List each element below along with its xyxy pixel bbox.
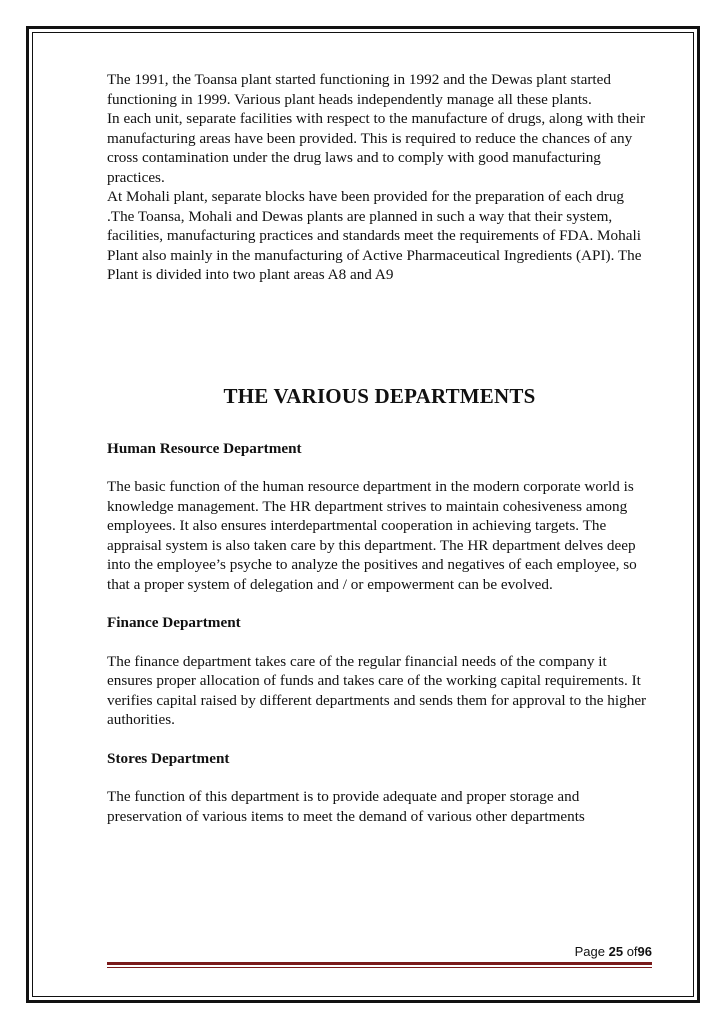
intro-paragraph-1: The 1991, the Toansa plant started functioning in 1992 and the Dewas plant started functioning in 1999. Various plant heads independently manage all these plants. [107, 71, 611, 108]
department-heading-hr: Human Resource Department [107, 439, 302, 457]
intro-paragraph-3: At Mohali plant, separate blocks have been provided for the preparation of each drug .The Toansa, Mohali and Dewas plants are planned in such a way that their system, facilities, manufacturing practices and standards meet the requirements of FDA. Mohali Plant also mainly in the manufacturing of Active Pharmaceutical Ingredients (API). The Plant is divided into two plant areas A8 and A9 [107, 188, 642, 283]
page-number: 25 [608, 944, 624, 959]
section-title: THE VARIOUS DEPARTMENTS [223, 383, 536, 408]
department-body-hr: The basic function of the human resource department in the modern corporate world is knowledge management. The HR department strives to maintain cohesiveness among employees. It also ensures interdepartmental cooperation in achieving targets. The appraisal system is also taken care by this department. The HR department delves deep into the employee’s psyche to analyze the positives and negatives of each employee, so that a proper system of delegation and / or empowerment can be evolved. [107, 478, 637, 593]
total-pages: 96 [637, 944, 652, 959]
department-body-stores: The function of this department is to provide adequate and proper storage and preservation of various items to meet the demand of various other departments [107, 788, 585, 825]
department-heading-stores: Stores Department [107, 749, 230, 767]
department-body-finance: The finance department takes care of the regular financial needs of the company it ensures proper allocation of funds and takes care of the working capital requirements. It verifies capital raised by different departments and sends them for approval to the higher authorities. [107, 652, 647, 728]
department-heading-finance: Finance Department [107, 614, 241, 631]
blank-space [107, 285, 652, 363]
page-label: Page [574, 944, 605, 959]
page-content [107, 70, 652, 845]
footer-rule-thick [107, 962, 652, 965]
page-footer [107, 944, 652, 959]
intro-paragraph-2: In each unit, separate facilities with respect to the manufacture of drugs, along with their manufacturing areas have been provided. This is required to reduce the chances of any cross contamination under the drug laws and to comply with good manufacturing practices. [107, 110, 646, 186]
footer-rule-thin [107, 967, 652, 968]
of-label: of [626, 944, 638, 959]
